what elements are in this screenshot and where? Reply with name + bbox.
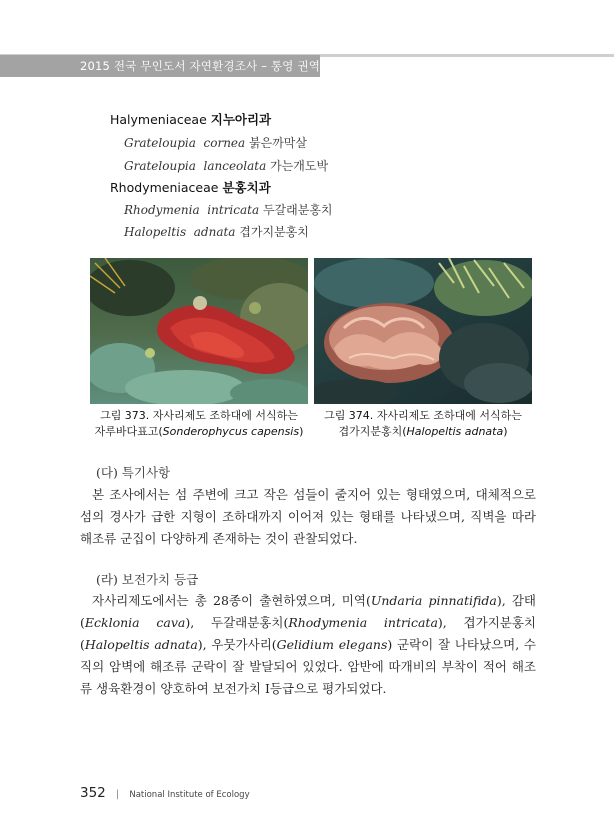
caption-line1: 그림 373. 자사리제도 조하대에 서식하는 [100,409,298,422]
figure-caption [314,408,532,440]
species-genus: Rhodymenia [124,203,200,217]
species-epithet: lanceolata [203,159,267,173]
figure-caption [90,408,308,440]
photo-sonderophycus-capensis [90,258,308,404]
species-entry [124,201,333,218]
page-number: 352 [80,785,106,801]
page-footer [80,782,250,801]
species-entry [124,223,309,240]
species-korean: 두갈래분홍치 [262,203,333,217]
family-latin: Rhodymeniaceae [110,180,219,195]
species-korean: 가는개도박 [270,159,329,173]
institute-name: National Institute of Ecology [129,790,250,800]
family-latin: Halymeniaceae [110,112,207,127]
family-entry [110,110,271,128]
header-bar-tail [320,55,614,57]
running-header-title: 2015 전국 무인도서 자연환경조사 – 통영 권역 [80,59,321,73]
special-notes-paragraph: 본 조사에서는 섬 주변에 크고 작은 섬들이 줄지어 있는 형태였으며, 대체적으로 섬의 경사가 급한 지형이 조하대까지 이어져 있는 형태를 나타냈으며, 직벽을 따라 해조류 군집이 다양하게 존재하는 것이 관찰되었다. [80,487,536,546]
species-epithet: adnata [193,225,236,239]
caption-line2: 겹가지분홍치(Halopeltis adnata) [338,425,508,438]
species-korean: 붉은까막살 [249,136,307,150]
family-entry [110,178,271,196]
species-genus: Grateloupia [124,159,196,173]
species-epithet: cornea [203,136,246,150]
section-heading-conservation-grade: (라) 보전가치 등급 [96,572,199,587]
footer-separator: | [115,789,120,800]
caption-line2: 자루바다표고(Sonderophycus capensis) [94,425,304,438]
species-entry [124,134,307,151]
species-korean: 겹가지분홍치 [239,225,309,239]
section-heading-special-notes: (다) 특기사항 [96,465,171,480]
conservation-grade-paragraph: 자사리제도에서는 총 28종이 출현하였으며, 미역(Undaria pinnatifida), 감태(Ecklonia cava), 두갈래분홍치(Rhodymenia intricata), 겹가지분홍치(Halopeltis adnata), 우뭇가사리(Gelidium elegans) 군락이 잘 나타났으며, 수직의 암벽에 해조류 군락이 잘 발달되어 있었다. 암반에 따개비의 부착이 적어 해조류 생육환경이 양호하여 보전가치 Ⅰ등급으로 평가되었다. [80,593,537,696]
species-epithet: intricata [207,203,260,217]
species-genus: Halopeltis [124,225,187,239]
species-entry [124,157,328,174]
photo-halopeltis-adnata [314,258,532,404]
family-korean: 분홍치과 [222,180,271,195]
family-korean: 지누아리과 [210,112,272,127]
caption-line1: 그림 374. 자사리제도 조하대에 서식하는 [324,409,522,422]
species-genus: Grateloupia [124,136,196,150]
